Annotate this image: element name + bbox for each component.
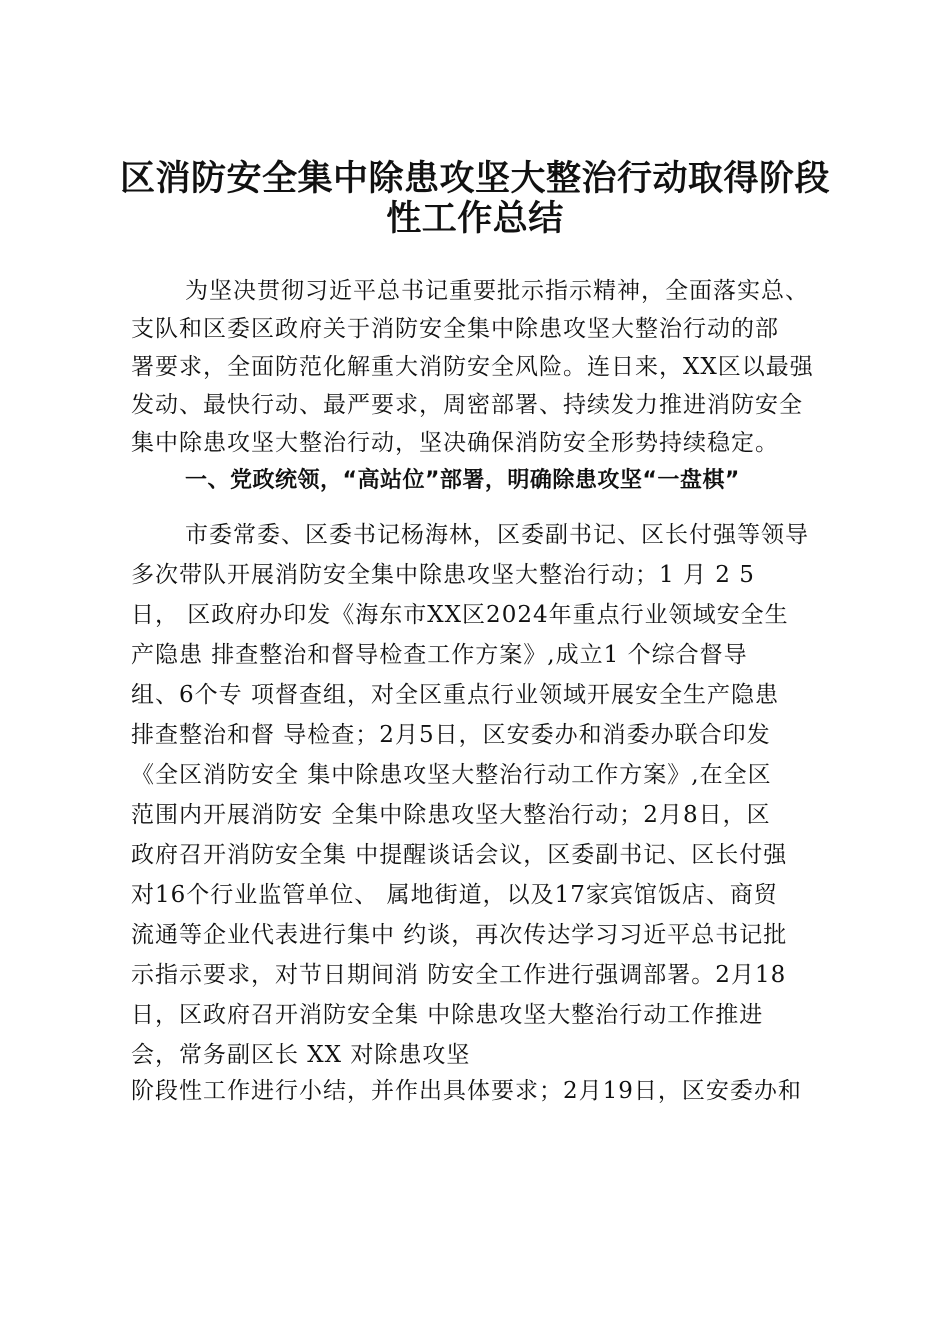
intro-paragraph-line: 署要求，全面防范化解重大消防安全风险。连日来，XX区以最强 <box>131 354 814 380</box>
body-paragraph-line: 会，常务副区长 XX 对除患攻坚 <box>131 1042 471 1068</box>
body-paragraph-line: 多次带队开展消防安全集中除患攻坚大整治行动；1 月 2 5 <box>131 562 755 588</box>
intro-paragraph-line: 为坚决贯彻习近平总书记重要批示指示精神，全面落实总、 <box>185 278 809 304</box>
body-paragraph-line: 日， 区政府办印发《海东市XX区2024年重点行业领域安全生 <box>131 602 789 628</box>
body-paragraph-line: 日，区政府召开消防安全集 中除患攻坚大整治行动工作推进 <box>131 1002 764 1028</box>
body-paragraph-line: 对16个行业监管单位、 属地街道，以及17家宾馆饭店、商贸 <box>131 882 778 908</box>
intro-paragraph-line: 支队和区委区政府关于消防安全集中除患攻坚大整治行动的部 <box>131 316 779 342</box>
body-paragraph-line: 市委常委、区委书记杨海林，区委副书记、区长付强等领导 <box>185 522 809 548</box>
document-title-line-1: 区消防安全集中除患攻坚大整治行动取得阶段 <box>119 159 830 199</box>
body-paragraph-line: 范围内开展消防安 全集中除患攻坚大整治行动；2月8日，区 <box>131 802 771 828</box>
body-paragraph-line: 产隐患 排查整治和督导检查工作方案》,成立1 个综合督导 <box>131 642 748 668</box>
body-paragraph-line: 政府召开消防安全集 中提醒谈话会议，区委副书记、区长付强 <box>131 842 788 868</box>
section-heading: 一、党政统领，“高站位”部署，明确除患攻坚“一盘棋” <box>185 468 740 493</box>
body-paragraph-line: 阶段性工作进行小结，并作出具体要求；2月19日，区安委办和 <box>131 1078 802 1104</box>
body-paragraph-line: 示指示要求，对节日期间消 防安全工作进行强调部署。2月18 <box>131 962 787 988</box>
document-title-line-2: 性工作总结 <box>386 199 564 239</box>
body-paragraph-line: 流通等企业代表进行集中 约谈，再次传达学习习近平总书记批 <box>131 922 788 948</box>
body-paragraph-line: 组、6个专 项督查组，对全区重点行业领域开展安全生产隐患 <box>131 682 779 708</box>
body-paragraph-line: 《全区消防安全 集中除患攻坚大整治行动工作方案》,在全区 <box>131 762 772 788</box>
intro-paragraph-line: 集中除患攻坚大整治行动，坚决确保消防安全形势持续稳定。 <box>131 430 779 456</box>
intro-paragraph-line: 发动、最快行动、最严要求，周密部署、持续发力推进消防安全 <box>131 392 803 418</box>
body-paragraph-line: 排查整治和督 导检查；2月5日，区安委办和消委办联合印发 <box>131 722 771 748</box>
